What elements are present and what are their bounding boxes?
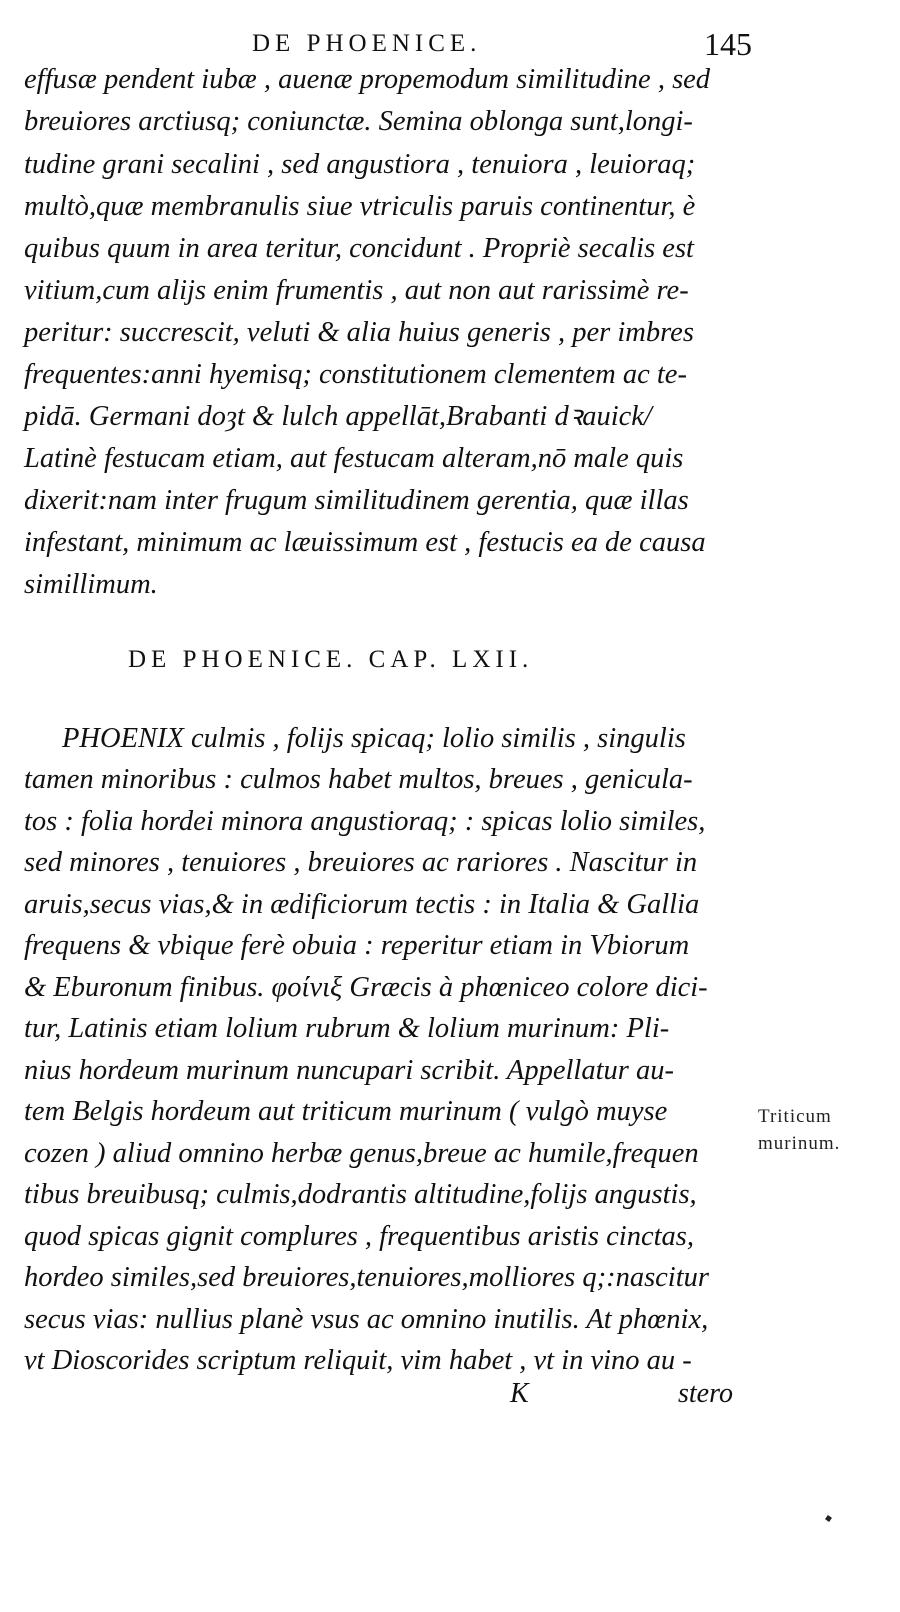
text-line: tamen minoribus : culmos habet multos, breues , genicula- [24, 764, 693, 795]
text-line: PHOENIX culmis , folijs spicaq; lolio similis , singulis [62, 723, 686, 754]
text-line: pidā. Germani doȝt & lulch appellāt,Brabanti dꝛauick/ [24, 401, 652, 432]
text-line: tem Belgis hordeum aut triticum murinum ( vulgò muyse [24, 1096, 668, 1127]
ink-speck [825, 1515, 832, 1522]
marginal-note-line: murinum. [758, 1133, 841, 1154]
running-title: DE PHOENICE. [252, 30, 482, 57]
text-line: tibus breuibusq; culmis,dodrantis altitudine,folijs angustis, [24, 1179, 697, 1210]
text-line: & Eburonum finibus. φοίνιξ Græcis à phœniceo colore dici- [24, 972, 708, 1003]
text-line: nius hordeum murinum nuncupari scribit. Appellatur au- [24, 1055, 674, 1086]
text-line: frequentes:anni hyemisq; constitutionem clementem ac te- [24, 359, 687, 390]
marginal-note-line: Triticum [758, 1106, 832, 1127]
text-line: tos : folia hordei minora angustioraq; : spicas lolio similes, [24, 806, 706, 837]
text-line: Latinè festucam etiam, aut festucam alteram,nō male quis [24, 443, 684, 474]
chapter-heading: DE PHOENICE. CAP. LXII. [128, 646, 534, 673]
text-line: tur, Latinis etiam lolium rubrum & lolium murinum: Pli- [24, 1013, 670, 1044]
catchword: stero [678, 1378, 733, 1409]
text-line: breuiores arctiusq; coniunctæ. Semina oblonga sunt,longi- [24, 106, 693, 137]
page-number: 145 [704, 26, 752, 62]
text-line: quod spicas gignit complures , frequentibus aristis cinctas, [24, 1221, 694, 1252]
text-line: vitium,cum alijs enim frumentis , aut non aut rarissimè re- [24, 275, 689, 306]
text-line: peritur: succrescit, veluti & alia huius generis , per imbres [24, 317, 694, 348]
text-line: infestant, minimum ac læuissimum est , festucis ea de causa [24, 527, 706, 558]
text-line: frequens & vbique ferè obuia : reperitur etiam in Vbiorum [24, 930, 690, 961]
text-line: vt Dioscorides scriptum reliquit, vim habet , vt in vino au - [24, 1345, 692, 1376]
text-line: effusæ pendent iubæ , auenæ propemodum similitudine , sed [24, 64, 711, 95]
text-line: cozen ) aliud omnino herbæ genus,breue ac humile,frequen [24, 1138, 699, 1169]
text-line: dixerit:nam inter frugum similitudinem gerentia, quæ illas [24, 485, 689, 516]
text-line: tudine grani secalini , sed angustiora , tenuiora , leuioraq; [24, 149, 696, 180]
text-line: multò,quæ membranulis siue vtriculis paruis continentur, è [24, 191, 696, 222]
signature-mark: K [510, 1378, 529, 1409]
text-line: secus vias: nullius planè vsus ac omnino inutilis. At phœnix, [24, 1304, 709, 1335]
text-line: quibus quum in area teritur, concidunt . Propriè secalis est [24, 233, 694, 264]
text-line: aruis,secus vias,& in ædificiorum tectis : in Italia & Gallia [24, 889, 700, 920]
text-line: sed minores , tenuiores , breuiores ac rariores . Nascitur in [24, 847, 698, 878]
text-line: hordeo similes,sed breuiores,tenuiores,molliores q;:nascitur [24, 1262, 709, 1293]
text-line: simillimum. [24, 569, 158, 600]
